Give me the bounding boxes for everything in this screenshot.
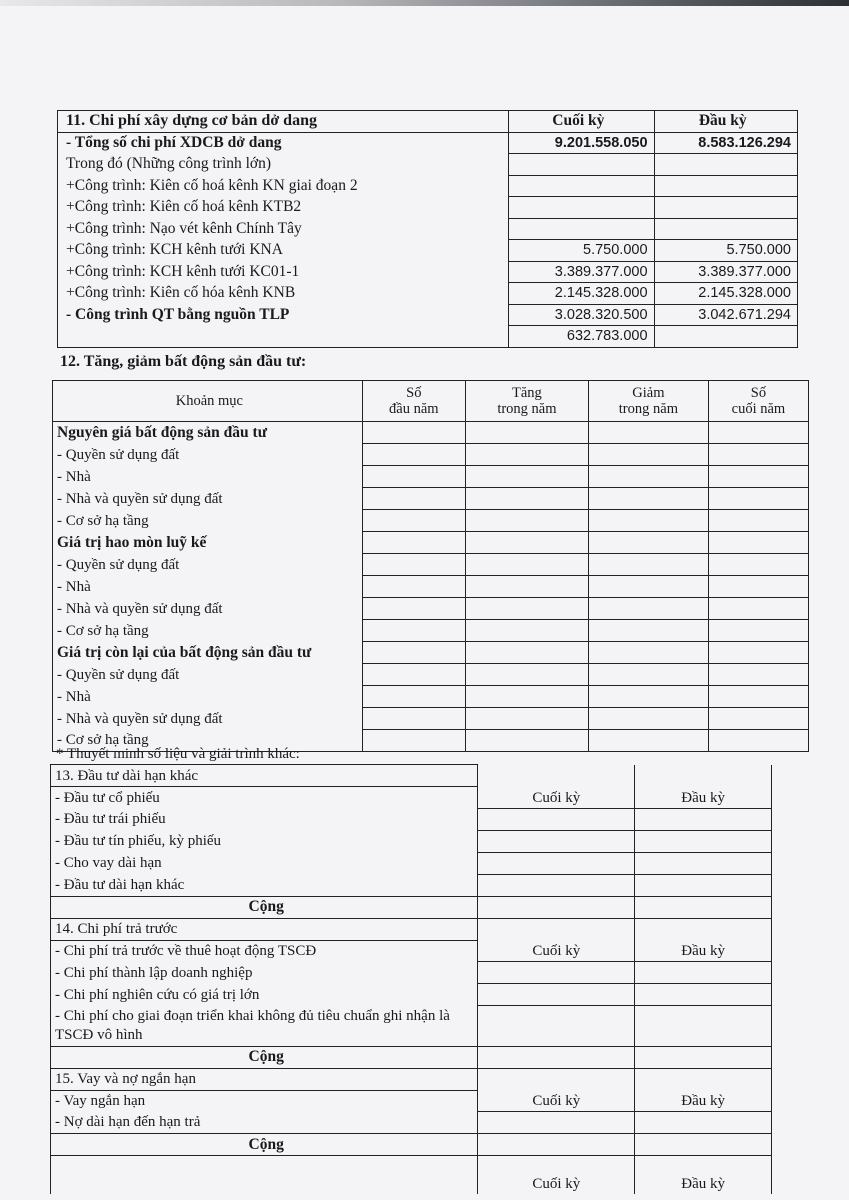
col-header-opening: Số đầu năm — [362, 381, 465, 422]
line-item-label: - Chi phí thành lập doanh nghiệp — [51, 962, 478, 984]
line-item-row — [51, 1112, 772, 1134]
section-11-title: 11. Chi phí xây dựng cơ bản dở dang — [58, 111, 509, 133]
item-label: - Nhà và quyền sử dụng đất — [53, 708, 363, 730]
xdcb-row — [58, 154, 798, 176]
investment-property-row — [53, 664, 809, 686]
cell-begin — [635, 808, 772, 830]
col-header-begin: Đầu kỳ — [654, 111, 797, 133]
section13-title: 13. Đầu tư dài hạn khác — [51, 765, 478, 787]
xdcb-row-begin-value: 8.583.126.294 — [654, 132, 797, 154]
xdcb-row-begin-value: 3.389.377.000 — [654, 261, 797, 283]
xdcb-row-end-value — [509, 197, 654, 219]
item-label: - Quyền sử dụng đất — [53, 664, 363, 686]
xdcb-row-label: +Công trình: Kiên cố hóa kênh KNB — [58, 283, 509, 305]
col-header-end: Cuối kỳ — [478, 1068, 635, 1112]
xdcb-row — [58, 175, 798, 197]
sections-13-15-table — [50, 764, 772, 1194]
cell-end — [478, 830, 635, 852]
cell-decrease — [588, 730, 708, 752]
section13-total-row — [51, 896, 772, 918]
line-item-row — [51, 808, 772, 830]
xdcb-row — [58, 240, 798, 262]
cell-increase — [465, 466, 588, 488]
section15-total-row — [51, 1134, 772, 1156]
cell-begin — [635, 1112, 772, 1134]
cell-closing — [708, 444, 808, 466]
item-label: - Nhà — [53, 466, 363, 488]
xdcb-row-end-value: 632.783.000 — [509, 326, 654, 348]
cell-opening — [362, 466, 465, 488]
xdcb-row — [58, 132, 798, 154]
cell-decrease — [588, 598, 708, 620]
line-item-row — [51, 874, 772, 896]
cell-decrease — [588, 576, 708, 598]
cell-decrease — [588, 686, 708, 708]
col-header-begin: Đầu kỳ — [635, 1156, 772, 1195]
col-header-closing: Số cuối năm — [708, 381, 808, 422]
item-label: - Cơ sở hạ tầng — [53, 510, 363, 532]
cell-increase — [465, 532, 588, 554]
xdcb-row-label: - Tổng số chi phí XDCB dở dang — [58, 132, 509, 154]
line-item-label: - Đầu tư cổ phiếu — [51, 787, 478, 809]
section-12-table — [52, 380, 809, 752]
cell-increase — [465, 664, 588, 686]
cell-end — [478, 1112, 635, 1134]
investment-property-row — [53, 466, 809, 488]
cell-end — [478, 852, 635, 874]
cell-opening — [362, 708, 465, 730]
next-section-label — [51, 1156, 478, 1195]
cell-decrease — [588, 422, 708, 444]
section15-title: 15. Vay và nợ ngắn hạn — [51, 1068, 478, 1090]
cell-increase — [465, 422, 588, 444]
cell-closing — [708, 466, 808, 488]
cell-decrease — [588, 466, 708, 488]
cell-begin — [635, 962, 772, 984]
item-label: - Nhà và quyền sử dụng đất — [53, 488, 363, 510]
line-item-row — [51, 1006, 772, 1047]
cell-decrease — [588, 444, 708, 466]
group-heading: Nguyên giá bất động sản đầu tư — [53, 422, 363, 444]
cell-opening — [362, 444, 465, 466]
cell-decrease — [588, 532, 708, 554]
investment-property-row — [53, 576, 809, 598]
cell-increase — [465, 510, 588, 532]
xdcb-row — [58, 304, 798, 326]
xdcb-row-end-value: 9.201.558.050 — [509, 132, 654, 154]
cell-closing — [708, 686, 808, 708]
cell-increase — [465, 686, 588, 708]
cell-decrease — [588, 642, 708, 664]
cell-closing — [708, 532, 808, 554]
xdcb-row-end-value — [509, 154, 654, 176]
section-11-table — [57, 110, 798, 348]
xdcb-row-end-value: 5.750.000 — [509, 240, 654, 262]
cell-increase — [465, 598, 588, 620]
investment-property-row — [53, 444, 809, 466]
col-header-item: Khoản mục — [53, 381, 363, 422]
line-item-label: - Đầu tư tín phiếu, kỳ phiếu — [51, 830, 478, 852]
item-label: - Quyền sử dụng đất — [53, 444, 363, 466]
cell-closing — [708, 510, 808, 532]
cell-opening — [362, 510, 465, 532]
investment-property-row — [53, 642, 809, 664]
xdcb-row-label — [58, 326, 509, 348]
section13-title-row — [51, 765, 772, 787]
item-label: - Cơ sở hạ tầng — [53, 730, 363, 752]
xdcb-row-label: +Công trình: KCH kênh tưới KC01-1 — [58, 261, 509, 283]
cell-increase — [465, 642, 588, 664]
line-item-row — [51, 962, 772, 984]
investment-property-row — [53, 422, 809, 444]
total-begin — [635, 1046, 772, 1068]
item-label: - Nhà — [53, 686, 363, 708]
cell-opening — [362, 730, 465, 752]
xdcb-row-label: +Công trình: Kiên cố hoá kênh KTB2 — [58, 197, 509, 219]
cell-closing — [708, 730, 808, 752]
cell-decrease — [588, 510, 708, 532]
col-header-begin: Đầu kỳ — [635, 1068, 772, 1112]
col-header-end: Cuối kỳ — [478, 765, 635, 809]
cell-closing — [708, 642, 808, 664]
xdcb-row-label: - Công trình QT bằng nguồn TLP — [58, 304, 509, 326]
col-header-begin: Đầu kỳ — [635, 918, 772, 962]
cell-closing — [708, 488, 808, 510]
total-end — [478, 1134, 635, 1156]
xdcb-row-begin-value — [654, 175, 797, 197]
section14-title: 14. Chi phí trả trước — [51, 918, 478, 940]
cell-opening — [362, 620, 465, 642]
cell-opening — [362, 664, 465, 686]
col-header-end: Cuối kỳ — [478, 918, 635, 962]
cell-begin — [635, 852, 772, 874]
xdcb-row-begin-value — [654, 218, 797, 240]
group-heading: Giá trị hao mòn luỹ kế — [53, 532, 363, 554]
section-12-title: 12. Tăng, giảm bất động sản đầu tư: — [60, 353, 307, 370]
cell-begin — [635, 1006, 772, 1047]
xdcb-row-end-value: 2.145.328.000 — [509, 283, 654, 305]
line-item-label: - Nợ dài hạn đến hạn trả — [51, 1112, 478, 1134]
cell-opening — [362, 532, 465, 554]
line-item-label: - Chi phí nghiên cứu có giá trị lớn — [51, 984, 478, 1006]
cell-increase — [465, 576, 588, 598]
total-end — [478, 896, 635, 918]
total-end — [478, 1046, 635, 1068]
xdcb-row-end-value — [509, 218, 654, 240]
line-item-row — [51, 984, 772, 1006]
cell-opening — [362, 488, 465, 510]
item-label: - Nhà và quyền sử dụng đất — [53, 598, 363, 620]
total-label: Cộng — [51, 1134, 478, 1156]
line-item-row — [51, 830, 772, 852]
cell-begin — [635, 874, 772, 896]
xdcb-row-end-value — [509, 175, 654, 197]
cell-opening — [362, 598, 465, 620]
cell-closing — [708, 598, 808, 620]
xdcb-row — [58, 283, 798, 305]
investment-property-row — [53, 598, 809, 620]
col-header-decrease: Giảm trong năm — [588, 381, 708, 422]
cell-decrease — [588, 620, 708, 642]
cell-opening — [362, 422, 465, 444]
cell-begin — [635, 984, 772, 1006]
xdcb-row-begin-value — [654, 197, 797, 219]
investment-property-row — [53, 532, 809, 554]
cell-closing — [708, 422, 808, 444]
line-item-label: - Vay ngắn hạn — [51, 1090, 478, 1112]
cell-end — [478, 984, 635, 1006]
xdcb-row-begin-value: 5.750.000 — [654, 240, 797, 262]
line-item-row — [51, 852, 772, 874]
xdcb-row — [58, 326, 798, 348]
cell-opening — [362, 576, 465, 598]
cell-decrease — [588, 488, 708, 510]
total-label: Cộng — [51, 1046, 478, 1068]
cell-decrease — [588, 708, 708, 730]
cell-end — [478, 874, 635, 896]
item-label: - Cơ sở hạ tầng — [53, 620, 363, 642]
xdcb-row-begin-value — [654, 326, 797, 348]
investment-property-row — [53, 488, 809, 510]
xdcb-row-label: Trong đó (Những công trình lớn) — [58, 154, 509, 176]
xdcb-row-label: +Công trình: KCH kênh tưới KNA — [58, 240, 509, 262]
col-header-begin: Đầu kỳ — [635, 765, 772, 809]
cell-closing — [708, 576, 808, 598]
cell-begin — [635, 830, 772, 852]
investment-property-row — [53, 620, 809, 642]
xdcb-row — [58, 197, 798, 219]
explanation-note: * Thuyết minh số liệu và giải trình khác: — [56, 746, 300, 762]
total-begin — [635, 1134, 772, 1156]
cell-opening — [362, 554, 465, 576]
cell-increase — [465, 444, 588, 466]
col-header-increase: Tăng trong năm — [465, 381, 588, 422]
xdcb-row-end-value: 3.028.320.500 — [509, 304, 654, 326]
item-label: - Quyền sử dụng đất — [53, 554, 363, 576]
total-begin — [635, 896, 772, 918]
line-item-label: - Cho vay dài hạn — [51, 852, 478, 874]
cell-end — [478, 962, 635, 984]
cell-decrease — [588, 554, 708, 576]
line-item-label: - Chi phí trả trước về thuê hoạt động TSCĐ — [51, 940, 478, 962]
col-header-end: Cuối kỳ — [509, 111, 654, 133]
cell-end — [478, 1006, 635, 1047]
xdcb-row-begin-value — [654, 154, 797, 176]
section14-title-row — [51, 918, 772, 940]
investment-property-row — [53, 708, 809, 730]
cell-closing — [708, 664, 808, 686]
xdcb-row-label: +Công trình: Kiên cố hoá kênh KN giai đoạn 2 — [58, 175, 509, 197]
section14-total-row — [51, 1046, 772, 1068]
investment-property-row — [53, 510, 809, 532]
cell-increase — [465, 708, 588, 730]
investment-property-row — [53, 686, 809, 708]
cell-increase — [465, 554, 588, 576]
col-header-end: Cuối kỳ — [478, 1156, 635, 1195]
cell-decrease — [588, 664, 708, 686]
cell-increase — [465, 730, 588, 752]
xdcb-row — [58, 218, 798, 240]
line-item-label: - Đầu tư dài hạn khác — [51, 874, 478, 896]
xdcb-row-end-value: 3.389.377.000 — [509, 261, 654, 283]
cell-increase — [465, 620, 588, 642]
cell-opening — [362, 642, 465, 664]
xdcb-row-begin-value: 3.042.671.294 — [654, 304, 797, 326]
xdcb-row-label: +Công trình: Nạo vét kênh Chính Tây — [58, 218, 509, 240]
xdcb-row-begin-value: 2.145.328.000 — [654, 283, 797, 305]
next-section-header-row — [51, 1156, 772, 1195]
cell-opening — [362, 686, 465, 708]
cell-closing — [708, 708, 808, 730]
cell-increase — [465, 488, 588, 510]
total-label: Cộng — [51, 896, 478, 918]
item-label: - Nhà — [53, 576, 363, 598]
line-item-label: - Đầu tư trái phiếu — [51, 808, 478, 830]
investment-property-row — [53, 554, 809, 576]
group-heading: Giá trị còn lại của bất động sản đầu tư — [53, 642, 363, 664]
cell-closing — [708, 554, 808, 576]
cell-closing — [708, 620, 808, 642]
xdcb-row — [58, 261, 798, 283]
cell-end — [478, 808, 635, 830]
section15-title-row — [51, 1068, 772, 1090]
line-item-label: - Chi phí cho giai đoạn triển khai không đủ tiêu chuẩn ghi nhận là TSCĐ vô hình — [51, 1006, 478, 1047]
